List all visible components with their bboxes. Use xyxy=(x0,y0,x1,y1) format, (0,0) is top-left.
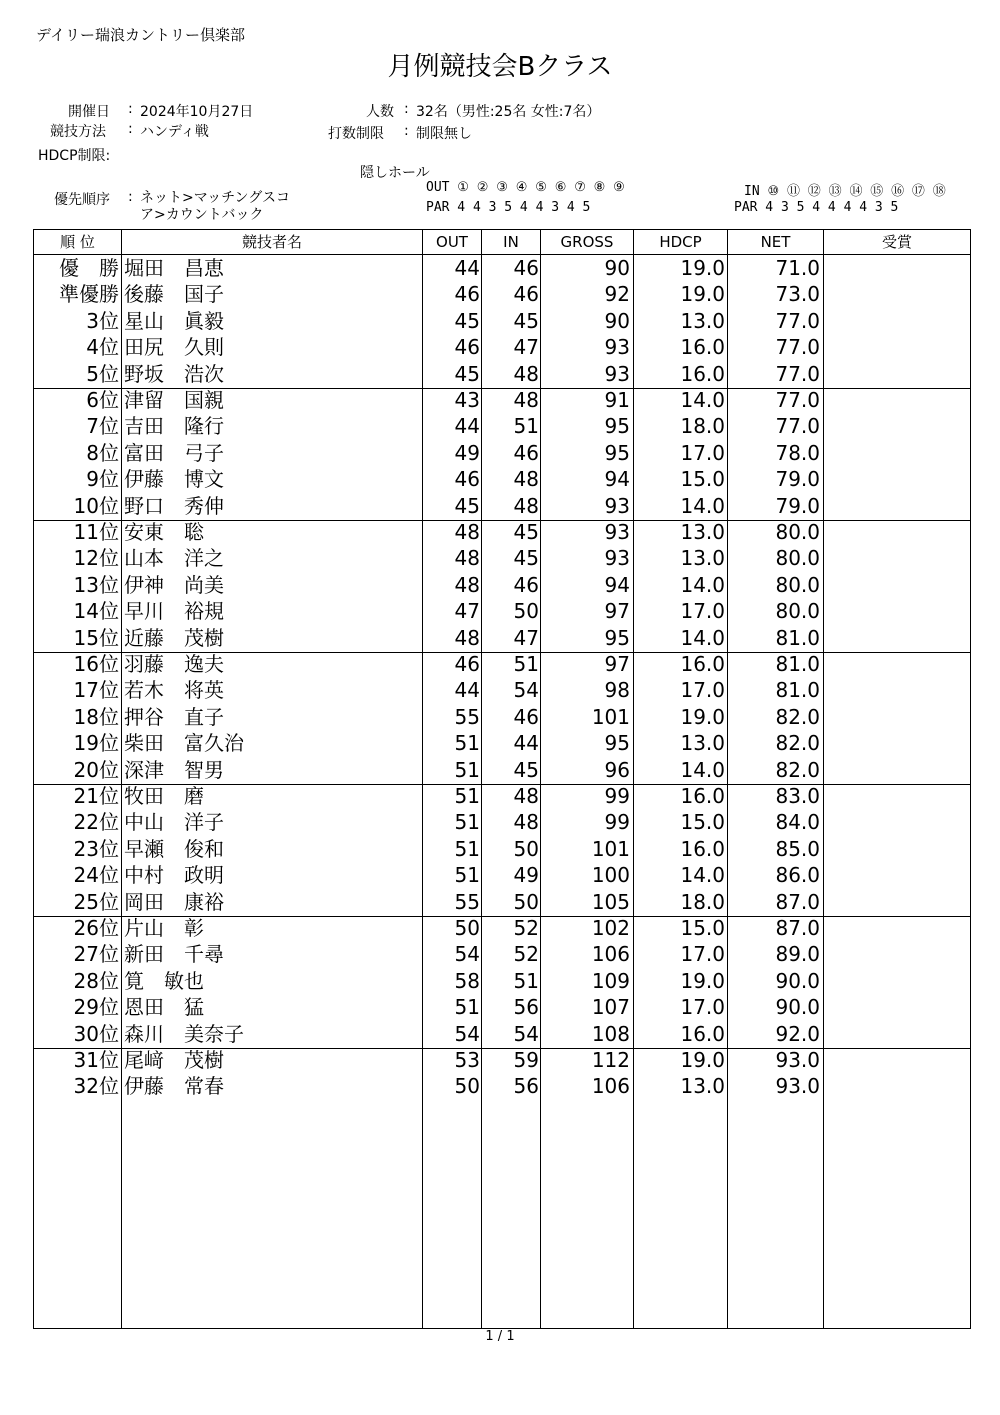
cell-rank: 25位 xyxy=(73,889,119,914)
cell-rank: 29位 xyxy=(73,995,119,1020)
cell-rank: 31位 xyxy=(73,1048,119,1072)
cell-net: 82.0 xyxy=(775,731,820,756)
count-label: 人数 xyxy=(366,104,394,120)
table-row xyxy=(34,651,972,677)
cell-hdcp: 19.0 xyxy=(680,1048,725,1072)
cell-name: 新田 千尋 xyxy=(124,942,224,967)
cell-rank: 優 勝 xyxy=(59,256,119,280)
cell-rank: 3位 xyxy=(86,308,119,333)
cell-in: 48 xyxy=(513,361,539,386)
header-out: OUT xyxy=(436,233,468,251)
cell-in: 50 xyxy=(513,889,539,914)
cell-rank: 13位 xyxy=(73,572,119,597)
table-row xyxy=(34,545,972,571)
header-name: 競技者名 xyxy=(241,233,302,251)
cell-net: 80.0 xyxy=(775,520,820,544)
cell-out: 48 xyxy=(454,572,480,597)
cell-out: 48 xyxy=(454,625,480,650)
in-par: PAR 4 3 5 4 4 4 4 3 5 xyxy=(734,200,899,215)
cell-in: 56 xyxy=(513,1074,539,1099)
cell-gross: 95 xyxy=(604,731,630,756)
cell-name: 早川 裕規 xyxy=(124,599,224,624)
table-row xyxy=(34,862,972,888)
cell-net: 80.0 xyxy=(775,599,820,624)
cell-hdcp: 19.0 xyxy=(680,704,725,729)
date-colon: : xyxy=(128,101,133,117)
cell-out: 44 xyxy=(454,414,480,439)
cell-out: 51 xyxy=(454,995,480,1020)
cell-rank: 26位 xyxy=(73,916,119,940)
cell-name: 中山 洋子 xyxy=(124,810,224,835)
table-row xyxy=(34,836,972,862)
cell-in: 46 xyxy=(513,256,539,280)
cell-out: 53 xyxy=(454,1048,480,1072)
cell-rank: 7位 xyxy=(86,414,119,439)
cell-in: 44 xyxy=(513,731,539,756)
header-award: 受賞 xyxy=(881,233,912,251)
cell-name: 伊神 尚美 xyxy=(124,572,224,597)
cell-hdcp: 13.0 xyxy=(680,308,725,333)
header-rank: 順 位 xyxy=(60,233,95,251)
cell-rank: 18位 xyxy=(73,704,119,729)
method-label: 競技方法 xyxy=(50,124,106,140)
cell-rank: 20位 xyxy=(73,757,119,782)
cell-hdcp: 14.0 xyxy=(680,388,725,412)
cell-gross: 109 xyxy=(591,968,630,993)
cell-gross: 96 xyxy=(604,757,630,782)
table-row xyxy=(34,757,972,783)
cell-name: 野口 秀伸 xyxy=(124,493,224,518)
cell-net: 89.0 xyxy=(775,942,820,967)
cell-hdcp: 14.0 xyxy=(680,757,725,782)
cell-gross: 93 xyxy=(604,361,630,386)
cell-in: 52 xyxy=(513,916,539,940)
cell-name: 岡田 康裕 xyxy=(124,889,224,914)
cell-out: 51 xyxy=(454,784,480,808)
cell-out: 45 xyxy=(454,308,480,333)
cell-gross: 93 xyxy=(604,546,630,571)
cell-net: 92.0 xyxy=(775,1021,820,1046)
priority-colon: : xyxy=(128,189,133,205)
cell-name: 吉田 隆行 xyxy=(124,414,224,439)
cell-net: 90.0 xyxy=(775,968,820,993)
cell-in: 48 xyxy=(513,388,539,412)
cell-out: 44 xyxy=(454,678,480,703)
cell-out: 43 xyxy=(454,388,480,412)
cell-net: 78.0 xyxy=(775,440,820,465)
cell-in: 47 xyxy=(513,335,539,360)
header-hdcp: HDCP xyxy=(659,233,702,251)
cell-gross: 95 xyxy=(604,440,630,465)
method-value: ハンディ戦 xyxy=(140,124,209,140)
cell-rank: 27位 xyxy=(73,942,119,967)
cell-hdcp: 17.0 xyxy=(680,678,725,703)
cell-rank: 準優勝 xyxy=(59,282,119,307)
cell-name: 後藤 国子 xyxy=(124,282,224,307)
cell-in: 48 xyxy=(513,467,539,492)
cell-name: 津留 国親 xyxy=(124,388,224,412)
cell-hdcp: 13.0 xyxy=(680,1074,725,1099)
cell-net: 77.0 xyxy=(775,361,820,386)
table-row xyxy=(34,915,972,941)
cell-out: 45 xyxy=(454,361,480,386)
cell-rank: 14位 xyxy=(73,599,119,624)
table-row xyxy=(34,572,972,598)
cell-gross: 94 xyxy=(604,467,630,492)
cell-out: 51 xyxy=(454,836,480,861)
cell-gross: 92 xyxy=(604,282,630,307)
count-colon: : xyxy=(404,101,409,117)
cell-in: 45 xyxy=(513,520,539,544)
cell-out: 51 xyxy=(454,731,480,756)
table-row xyxy=(34,598,972,624)
cell-rank: 23位 xyxy=(73,836,119,861)
cell-in: 48 xyxy=(513,784,539,808)
cell-out: 45 xyxy=(454,493,480,518)
cell-rank: 16位 xyxy=(73,652,119,676)
cell-gross: 97 xyxy=(604,599,630,624)
table-row xyxy=(34,809,972,835)
cell-hdcp: 14.0 xyxy=(680,493,725,518)
table-row xyxy=(34,941,972,967)
table-row xyxy=(34,994,972,1020)
cell-name: 柴田 富久治 xyxy=(124,731,244,756)
table-row xyxy=(34,493,972,519)
page-number: 1 / 1 xyxy=(485,1329,515,1344)
cell-hdcp: 15.0 xyxy=(680,916,725,940)
cell-in: 51 xyxy=(513,414,539,439)
cell-in: 46 xyxy=(513,440,539,465)
cell-name: 深津 智男 xyxy=(124,757,224,782)
cell-gross: 93 xyxy=(604,520,630,544)
table-row xyxy=(34,440,972,466)
cell-name: 片山 彰 xyxy=(124,916,204,940)
cell-out: 55 xyxy=(454,704,480,729)
header-net: NET xyxy=(760,233,791,251)
cell-out: 46 xyxy=(454,282,480,307)
cell-out: 51 xyxy=(454,863,480,888)
cell-hdcp: 19.0 xyxy=(680,968,725,993)
cell-name: 羽藤 逸夫 xyxy=(124,652,224,676)
cell-out: 46 xyxy=(454,335,480,360)
cell-net: 80.0 xyxy=(775,546,820,571)
table-row xyxy=(34,968,972,994)
cell-net: 83.0 xyxy=(775,784,820,808)
cell-gross: 95 xyxy=(604,414,630,439)
table-row xyxy=(34,361,972,387)
cell-name: 筧 敏也 xyxy=(124,968,204,993)
table-row xyxy=(34,1047,972,1073)
cell-in: 49 xyxy=(513,863,539,888)
cell-out: 46 xyxy=(454,467,480,492)
cell-out: 48 xyxy=(454,520,480,544)
cell-out: 48 xyxy=(454,546,480,571)
cell-in: 59 xyxy=(513,1048,539,1072)
cell-gross: 90 xyxy=(604,256,630,280)
cell-gross: 101 xyxy=(591,836,630,861)
cell-in: 47 xyxy=(513,625,539,650)
cell-net: 81.0 xyxy=(775,678,820,703)
cell-out: 54 xyxy=(454,1021,480,1046)
cell-net: 73.0 xyxy=(775,282,820,307)
cell-gross: 99 xyxy=(604,810,630,835)
cell-net: 82.0 xyxy=(775,704,820,729)
cell-hdcp: 16.0 xyxy=(680,1021,725,1046)
cell-gross: 94 xyxy=(604,572,630,597)
table-row xyxy=(34,519,972,545)
cell-name: 森川 美奈子 xyxy=(124,1021,244,1046)
cell-name: 伊藤 博文 xyxy=(124,467,224,492)
table-row xyxy=(34,466,972,492)
table-row xyxy=(34,783,972,809)
cell-gross: 106 xyxy=(591,1074,630,1099)
cell-rank: 9位 xyxy=(86,467,119,492)
count-value: 32名（男性:25名 女性:7名） xyxy=(416,104,601,120)
cell-hdcp: 13.0 xyxy=(680,731,725,756)
cell-hdcp: 16.0 xyxy=(680,784,725,808)
cell-hdcp: 14.0 xyxy=(680,625,725,650)
header-in: IN xyxy=(503,233,519,251)
table-row xyxy=(34,334,972,360)
hidden-holes-label: 隠しホール xyxy=(360,165,430,181)
cell-gross: 107 xyxy=(591,995,630,1020)
stroke-limit-colon: : xyxy=(404,123,409,139)
results-table xyxy=(33,229,971,1329)
cell-gross: 108 xyxy=(591,1021,630,1046)
table-row xyxy=(34,677,972,703)
cell-hdcp: 16.0 xyxy=(680,836,725,861)
cell-out: 51 xyxy=(454,757,480,782)
cell-name: 牧田 磨 xyxy=(124,784,204,808)
cell-hdcp: 14.0 xyxy=(680,863,725,888)
cell-in: 46 xyxy=(513,282,539,307)
cell-gross: 93 xyxy=(604,493,630,518)
cell-in: 51 xyxy=(513,652,539,676)
cell-in: 48 xyxy=(513,810,539,835)
cell-hdcp: 18.0 xyxy=(680,414,725,439)
cell-name: 早瀬 俊和 xyxy=(124,836,224,861)
cell-gross: 102 xyxy=(591,916,630,940)
priority-line2: ア>カウントバック xyxy=(140,207,264,223)
table-row xyxy=(34,281,972,307)
table-row xyxy=(34,387,972,413)
cell-name: 野坂 浩次 xyxy=(124,361,224,386)
cell-hdcp: 14.0 xyxy=(680,572,725,597)
cell-name: 山本 洋之 xyxy=(124,546,224,571)
cell-in: 56 xyxy=(513,995,539,1020)
priority-line1: ネット>マッチングスコ xyxy=(140,190,291,206)
cell-net: 86.0 xyxy=(775,863,820,888)
hdcp-limit-label: HDCP制限: xyxy=(38,148,111,164)
cell-rank: 17位 xyxy=(73,678,119,703)
cell-net: 77.0 xyxy=(775,388,820,412)
cell-out: 55 xyxy=(454,889,480,914)
cell-net: 90.0 xyxy=(775,995,820,1020)
cell-in: 45 xyxy=(513,308,539,333)
page-title: 月例競技会Bクラス xyxy=(387,52,613,82)
cell-out: 49 xyxy=(454,440,480,465)
date-label: 開催日 xyxy=(68,104,110,120)
cell-gross: 99 xyxy=(604,784,630,808)
cell-rank: 6位 xyxy=(86,388,119,412)
table-row xyxy=(34,889,972,915)
cell-name: 近藤 茂樹 xyxy=(124,625,224,650)
table-row xyxy=(34,730,972,756)
cell-in: 52 xyxy=(513,942,539,967)
cell-net: 77.0 xyxy=(775,335,820,360)
header-gross: GROSS xyxy=(560,233,614,251)
cell-rank: 32位 xyxy=(73,1074,119,1099)
cell-hdcp: 15.0 xyxy=(680,467,725,492)
cell-out: 54 xyxy=(454,942,480,967)
cell-net: 81.0 xyxy=(775,652,820,676)
cell-gross: 98 xyxy=(604,678,630,703)
cell-name: 尾﨑 茂樹 xyxy=(124,1048,224,1072)
cell-out: 44 xyxy=(454,256,480,280)
cell-rank: 30位 xyxy=(73,1021,119,1046)
cell-hdcp: 19.0 xyxy=(680,282,725,307)
cell-hdcp: 15.0 xyxy=(680,810,725,835)
cell-hdcp: 16.0 xyxy=(680,652,725,676)
table-row xyxy=(34,308,972,334)
cell-hdcp: 17.0 xyxy=(680,440,725,465)
table-row xyxy=(34,255,972,281)
cell-name: 安東 聡 xyxy=(124,520,204,544)
cell-net: 93.0 xyxy=(775,1074,820,1099)
cell-in: 45 xyxy=(513,546,539,571)
cell-rank: 24位 xyxy=(73,863,119,888)
cell-net: 77.0 xyxy=(775,414,820,439)
cell-out: 58 xyxy=(454,968,480,993)
cell-name: 伊藤 常春 xyxy=(124,1074,224,1099)
cell-hdcp: 13.0 xyxy=(680,546,725,571)
cell-in: 48 xyxy=(513,493,539,518)
table-row xyxy=(34,413,972,439)
stroke-limit-value: 制限無し xyxy=(416,126,472,142)
cell-gross: 112 xyxy=(591,1048,630,1072)
cell-gross: 90 xyxy=(604,308,630,333)
cell-net: 84.0 xyxy=(775,810,820,835)
cell-rank: 4位 xyxy=(86,335,119,360)
cell-name: 恩田 猛 xyxy=(124,995,204,1020)
cell-in: 54 xyxy=(513,678,539,703)
cell-rank: 10位 xyxy=(73,493,119,518)
cell-rank: 15位 xyxy=(73,625,119,650)
cell-net: 79.0 xyxy=(775,467,820,492)
cell-gross: 100 xyxy=(591,863,630,888)
cell-hdcp: 19.0 xyxy=(680,256,725,280)
cell-rank: 21位 xyxy=(73,784,119,808)
cell-name: 星山 眞毅 xyxy=(124,308,224,333)
cell-net: 85.0 xyxy=(775,836,820,861)
cell-hdcp: 18.0 xyxy=(680,889,725,914)
cell-name: 富田 弓子 xyxy=(124,440,224,465)
cell-hdcp: 17.0 xyxy=(680,995,725,1020)
cell-out: 46 xyxy=(454,652,480,676)
cell-rank: 12位 xyxy=(73,546,119,571)
cell-rank: 5位 xyxy=(86,361,119,386)
cell-net: 80.0 xyxy=(775,572,820,597)
cell-rank: 8位 xyxy=(86,440,119,465)
cell-out: 50 xyxy=(454,1074,480,1099)
table-row xyxy=(34,625,972,651)
cell-out: 50 xyxy=(454,916,480,940)
stroke-limit-label: 打数制限 xyxy=(328,126,384,142)
cell-out: 47 xyxy=(454,599,480,624)
cell-in: 50 xyxy=(513,599,539,624)
cell-net: 87.0 xyxy=(775,889,820,914)
out-par: PAR 4 4 3 5 4 4 3 4 5 xyxy=(426,200,591,215)
cell-gross: 106 xyxy=(591,942,630,967)
cell-in: 45 xyxy=(513,757,539,782)
method-colon: : xyxy=(128,121,133,137)
cell-hdcp: 17.0 xyxy=(680,942,725,967)
cell-net: 71.0 xyxy=(775,256,820,280)
cell-in: 50 xyxy=(513,836,539,861)
cell-hdcp: 16.0 xyxy=(680,335,725,360)
cell-gross: 93 xyxy=(604,335,630,360)
cell-in: 46 xyxy=(513,704,539,729)
cell-net: 81.0 xyxy=(775,625,820,650)
date-value: 2024年10月27日 xyxy=(140,104,254,120)
cell-in: 46 xyxy=(513,572,539,597)
cell-net: 79.0 xyxy=(775,493,820,518)
cell-name: 田尻 久則 xyxy=(124,335,224,360)
cell-rank: 11位 xyxy=(73,520,119,544)
priority-label: 優先順序 xyxy=(54,192,110,208)
cell-gross: 105 xyxy=(591,889,630,914)
cell-net: 93.0 xyxy=(775,1048,820,1072)
cell-net: 87.0 xyxy=(775,916,820,940)
in-holes: IN ⑩ ⑪ ⑫ ⑬ ⑭ ⑮ ⑯ ⑰ ⑱ xyxy=(744,184,946,199)
cell-rank: 28位 xyxy=(73,968,119,993)
cell-rank: 22位 xyxy=(73,810,119,835)
cell-name: 中村 政明 xyxy=(124,863,224,888)
cell-gross: 97 xyxy=(604,652,630,676)
out-holes: OUT ① ② ③ ④ ⑤ ⑥ ⑦ ⑧ ⑨ xyxy=(426,180,625,195)
cell-in: 54 xyxy=(513,1021,539,1046)
table-row xyxy=(34,1021,972,1047)
cell-hdcp: 17.0 xyxy=(680,599,725,624)
table-row xyxy=(34,704,972,730)
cell-hdcp: 13.0 xyxy=(680,520,725,544)
table-row xyxy=(34,1073,972,1099)
cell-name: 堀田 昌恵 xyxy=(124,256,224,280)
cell-hdcp: 16.0 xyxy=(680,361,725,386)
club-name: デイリー瑞浪カントリー倶楽部 xyxy=(36,26,245,44)
cell-in: 51 xyxy=(513,968,539,993)
cell-name: 若木 将英 xyxy=(124,678,224,703)
cell-net: 77.0 xyxy=(775,308,820,333)
cell-out: 51 xyxy=(454,810,480,835)
cell-gross: 95 xyxy=(604,625,630,650)
cell-gross: 91 xyxy=(604,388,630,412)
cell-gross: 101 xyxy=(591,704,630,729)
cell-rank: 19位 xyxy=(73,731,119,756)
cell-name: 押谷 直子 xyxy=(124,704,224,729)
cell-net: 82.0 xyxy=(775,757,820,782)
